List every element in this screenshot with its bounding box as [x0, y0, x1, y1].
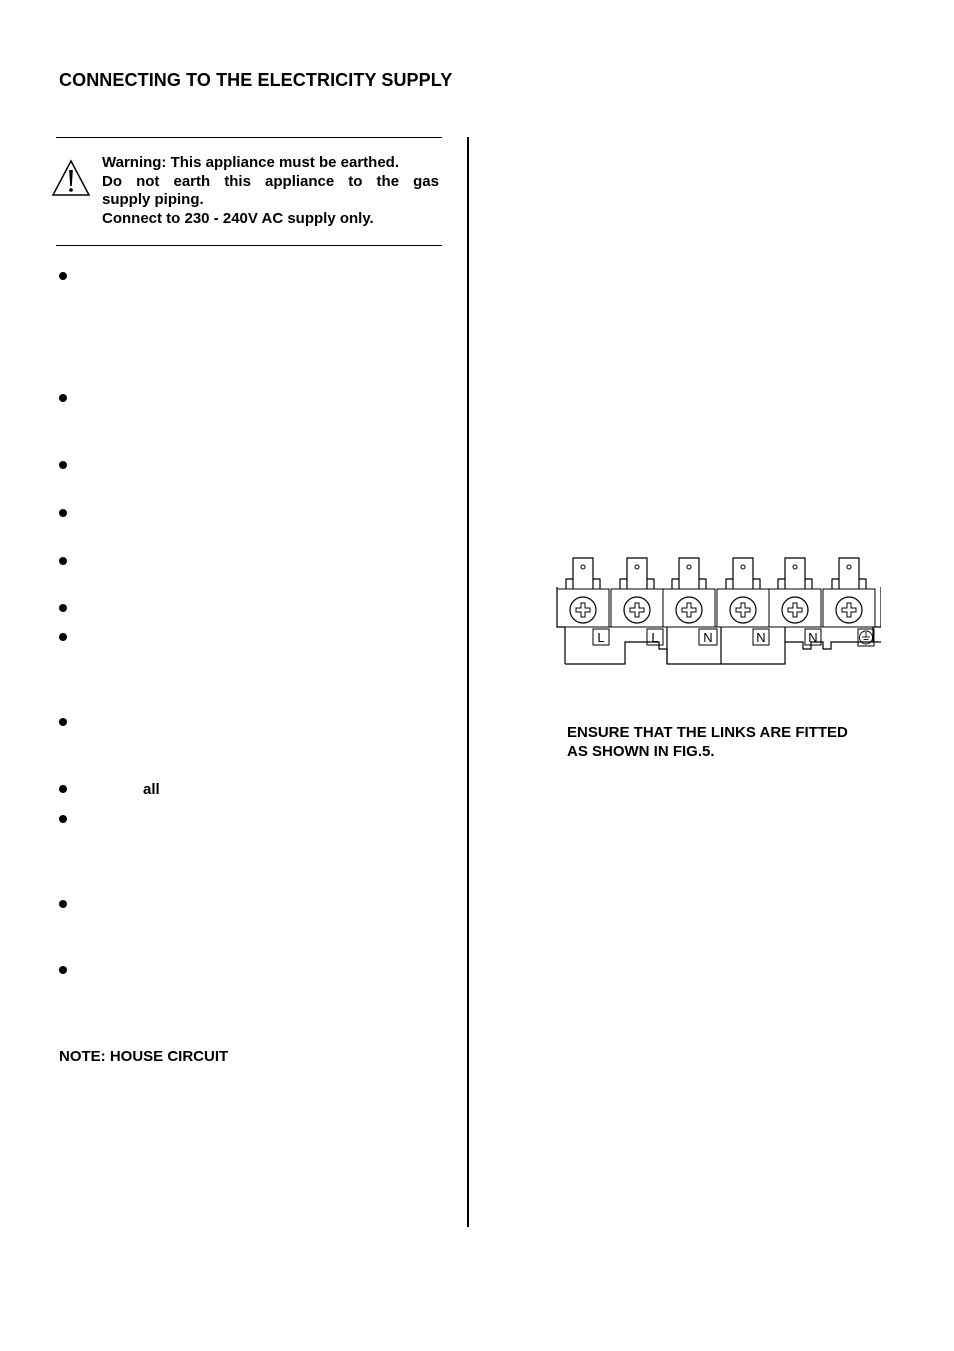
warning-line-4: Connect to 230 - 240V AC supply only.	[102, 209, 374, 227]
earth-symbol-icon	[858, 629, 874, 646]
terminal-label: N	[756, 630, 766, 645]
warning-line-2: Do not earth this appliance to the gas	[102, 172, 439, 190]
bullet-point	[59, 633, 67, 641]
warning-line-1: Warning: This appliance must be earthed.	[102, 154, 399, 171]
warning-text	[102, 154, 439, 228]
bullet-point	[59, 785, 67, 793]
bullet-point	[59, 815, 67, 823]
warning-top-rule	[56, 137, 442, 138]
bullet-point	[59, 718, 67, 726]
caption-line-1: ENSURE THAT THE LINKS ARE FITTED	[567, 724, 848, 741]
bullet-point	[59, 966, 67, 974]
page-title: CONNECTING TO THE ELECTRICITY SUPPLY	[59, 70, 453, 90]
terminal-label: N	[703, 630, 713, 645]
bullet-point	[59, 900, 67, 908]
bullet-point	[59, 272, 67, 280]
caption-line-2: AS SHOWN IN FIG.5.	[567, 743, 715, 760]
terminal-screw-3	[663, 558, 715, 627]
links-caption	[567, 723, 887, 761]
terminal-screw-5	[769, 558, 821, 627]
terminal-screw-1	[557, 558, 609, 627]
terminal-base-outline	[565, 642, 881, 664]
bullet-point	[59, 509, 67, 517]
warning-line-3: supply piping.	[102, 191, 204, 209]
warning-triangle-icon	[51, 159, 91, 197]
terminal-label: L	[651, 630, 659, 645]
bullet-point	[59, 604, 67, 612]
terminal-label: L	[597, 630, 605, 645]
column-divider	[467, 137, 469, 1227]
terminal-screw-4	[717, 558, 769, 627]
terminal-screw-6	[823, 558, 875, 627]
bullet-point	[59, 557, 67, 565]
warning-bottom-rule	[56, 245, 442, 246]
note-text: NOTE: HOUSE CIRCUIT	[59, 1048, 229, 1065]
list-fragment-all: all	[143, 781, 160, 798]
terminal-label: N	[808, 630, 818, 645]
bullet-point	[59, 461, 67, 469]
terminal-screw-2	[611, 558, 663, 627]
terminal-block-diagram	[555, 555, 881, 667]
bullet-point	[59, 394, 67, 402]
